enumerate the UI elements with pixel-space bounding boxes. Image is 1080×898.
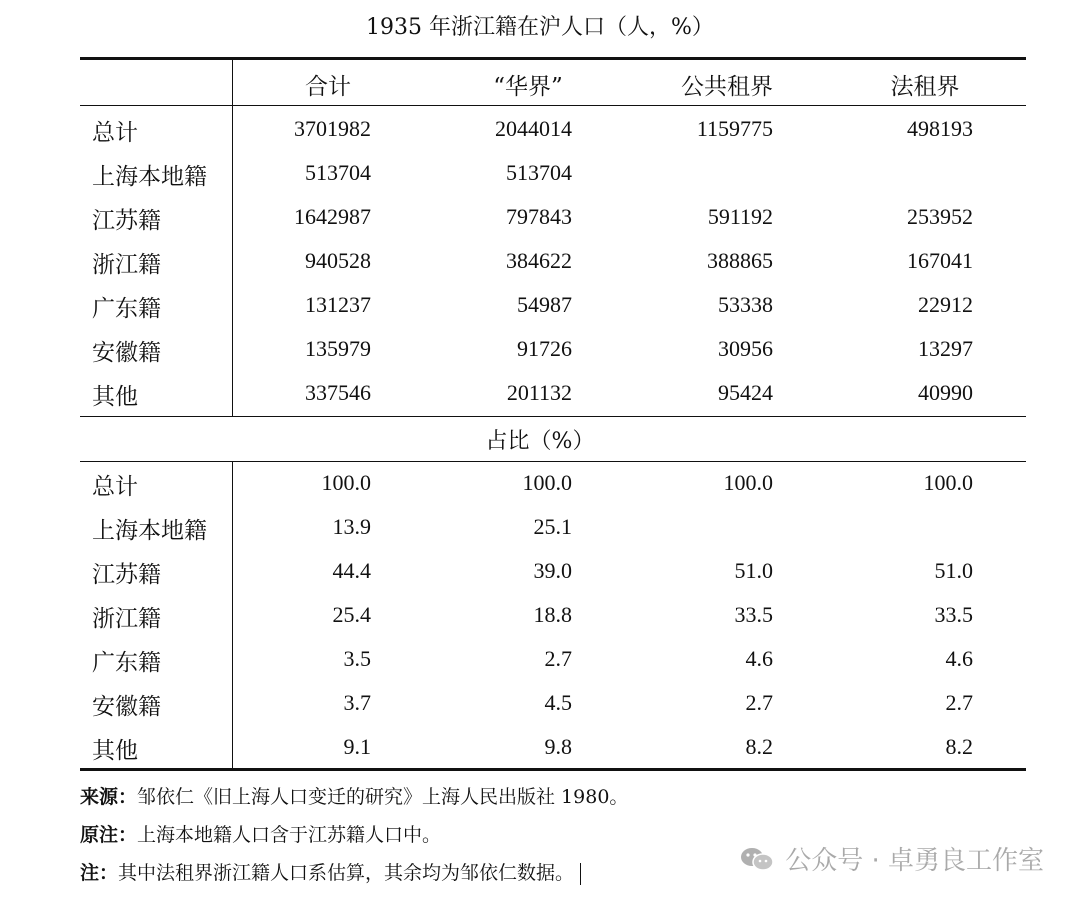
cell-value: 91726 (517, 336, 572, 361)
cell-value: 100.0 (522, 470, 572, 495)
table-row (80, 196, 1026, 240)
cell-value: 33.5 (934, 602, 973, 627)
table-row (80, 550, 1026, 594)
cell-value: 8.2 (745, 734, 773, 759)
row-label: 总计 (92, 474, 138, 500)
row-label: 安徽籍 (92, 694, 161, 720)
cell-value: 51.0 (934, 558, 973, 583)
top-rule (80, 57, 1026, 60)
column-header-international-settlement: 公共租界 (681, 74, 773, 100)
table-row (80, 240, 1026, 284)
cell-value: 18.8 (533, 602, 572, 627)
row-label: 其他 (92, 738, 138, 764)
column-header-french-concession: 法租界 (890, 74, 960, 100)
wechat-icon (739, 845, 775, 873)
column-header-chinese-area: “华界” (493, 74, 563, 100)
table-row (80, 372, 1026, 416)
column-header-total: 合计 (305, 74, 351, 100)
cell-value: 2.7 (745, 690, 773, 715)
row-label: 广东籍 (92, 296, 161, 322)
row-label: 其他 (92, 384, 138, 410)
cell-value: 167041 (907, 248, 973, 273)
watermark-text: 公众号 · 卓勇良工作室 (785, 846, 1044, 876)
row-label: 广东籍 (92, 650, 161, 676)
table-row (80, 506, 1026, 550)
cell-value: 940528 (305, 248, 371, 273)
row-label: 浙江籍 (92, 606, 161, 632)
cell-value: 3.7 (343, 690, 371, 715)
cell-value: 40990 (918, 380, 973, 405)
cell-value: 8.2 (945, 734, 973, 759)
cell-value: 30956 (718, 336, 773, 361)
original-note-label: 原注： (80, 824, 138, 846)
editor-note-label: 注： (80, 862, 119, 884)
cell-value: 1642987 (294, 204, 371, 229)
cell-value: 513704 (506, 160, 572, 185)
table-title: 1935 年浙江籍在沪人口（人，%） (366, 15, 714, 40)
cell-value: 513704 (305, 160, 371, 185)
row-label: 总计 (92, 120, 138, 146)
row-label: 江苏籍 (92, 562, 161, 588)
cell-value: 3.5 (343, 646, 371, 671)
row-label: 上海本地籍 (92, 518, 207, 544)
cell-value: 135979 (305, 336, 371, 361)
cell-value: 100.0 (923, 470, 973, 495)
cell-value: 25.1 (533, 514, 572, 539)
cell-value: 25.4 (332, 602, 371, 627)
text-cursor (580, 863, 581, 885)
cell-value: 498193 (907, 116, 973, 141)
cell-value: 4.6 (945, 646, 973, 671)
table-row (80, 284, 1026, 328)
cell-value: 591192 (707, 204, 773, 229)
cell-value: 337546 (305, 380, 371, 405)
cell-value: 2.7 (945, 690, 973, 715)
section-rule-upper (80, 416, 1026, 417)
row-label: 上海本地籍 (92, 164, 207, 190)
cell-value: 33.5 (734, 602, 773, 627)
original-note (80, 820, 441, 847)
cell-value: 95424 (718, 380, 773, 405)
row-label: 浙江籍 (92, 252, 161, 278)
row-label: 安徽籍 (92, 340, 161, 366)
table-row (80, 638, 1026, 682)
cell-value: 9.8 (544, 734, 572, 759)
editor-note (80, 858, 581, 885)
cell-value: 4.5 (544, 690, 572, 715)
table-row (80, 108, 1026, 152)
cell-value: 4.6 (745, 646, 773, 671)
table-row (80, 594, 1026, 638)
cell-value: 39.0 (533, 558, 572, 583)
source-note-text: 邹依仁《旧上海人口变迁的研究》上海人民出版社 1980。 (137, 786, 629, 808)
cell-value: 797843 (506, 204, 572, 229)
editor-note-text: 其中法租界浙江籍人口系估算，其余均为邹依仁数据。 (118, 862, 575, 884)
cell-value: 44.4 (332, 558, 371, 583)
table-row (80, 328, 1026, 372)
cell-value: 131237 (305, 292, 371, 317)
table-row (80, 726, 1026, 770)
cell-value: 53338 (718, 292, 773, 317)
cell-value: 253952 (907, 204, 973, 229)
cell-value: 13.9 (332, 514, 371, 539)
cell-value: 22912 (918, 292, 973, 317)
cell-value: 2044014 (495, 116, 572, 141)
cell-value: 1159775 (696, 116, 773, 141)
table-row (80, 462, 1026, 506)
share-section-title: 占比（%） (485, 429, 595, 454)
cell-value: 384622 (506, 248, 572, 273)
cell-value: 201132 (506, 380, 572, 405)
cell-value: 54987 (517, 292, 572, 317)
cell-value: 100.0 (723, 470, 773, 495)
cell-value: 388865 (707, 248, 773, 273)
source-note (80, 782, 628, 809)
cell-value: 13297 (918, 336, 973, 361)
watermark (739, 840, 1044, 877)
header-rule (80, 105, 1026, 106)
table-row (80, 682, 1026, 726)
table-row (80, 152, 1026, 196)
cell-value: 2.7 (544, 646, 572, 671)
source-note-label: 来源： (80, 786, 138, 808)
cell-value: 100.0 (321, 470, 371, 495)
row-label: 江苏籍 (92, 208, 161, 234)
original-note-text: 上海本地籍人口含于江苏籍人口中。 (137, 824, 442, 846)
cell-value: 9.1 (343, 734, 371, 759)
cell-value: 51.0 (734, 558, 773, 583)
cell-value: 3701982 (294, 116, 371, 141)
